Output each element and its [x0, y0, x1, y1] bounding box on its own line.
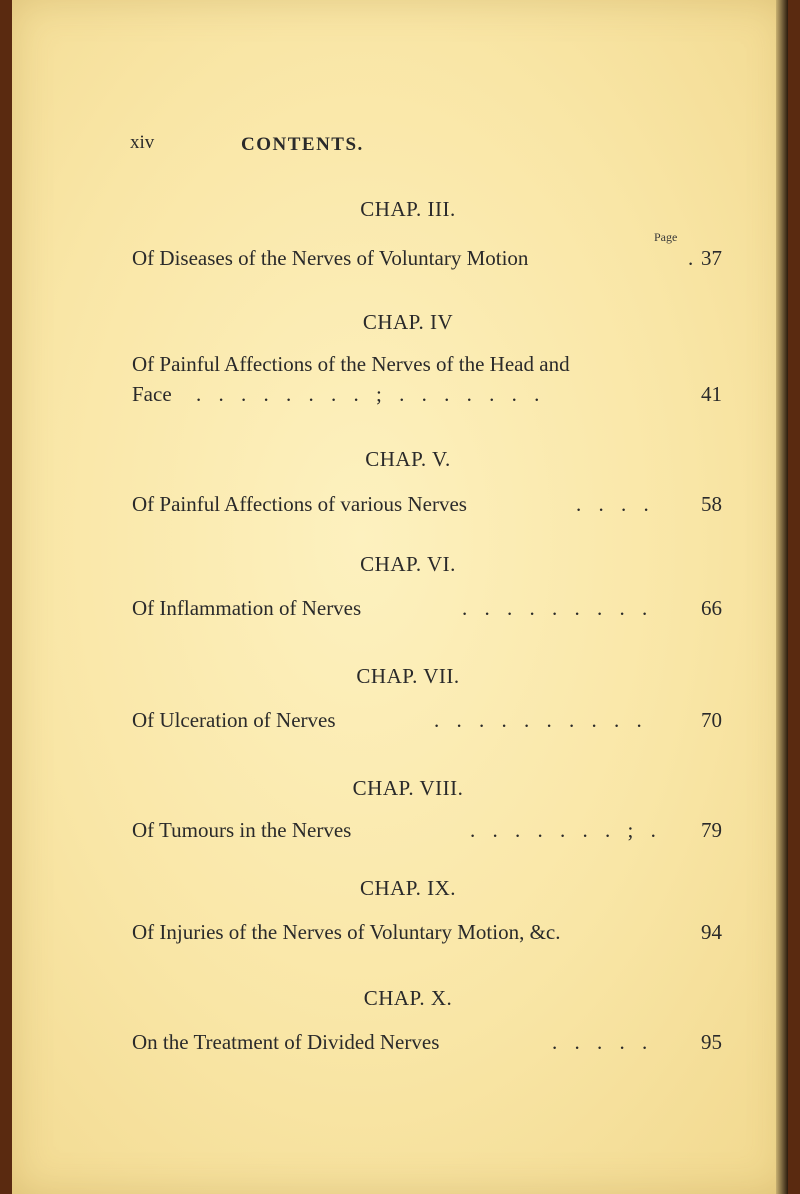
chapter-heading-10: CHAP. X. [363, 986, 453, 1010]
toc-entry-8[interactable] [132, 818, 722, 848]
entry-title: On the Treatment of Divided Nerves [132, 1030, 440, 1054]
page-header [130, 127, 550, 163]
chapter-heading-7: CHAP. VII. [356, 664, 460, 688]
toc-entry-9[interactable] [132, 920, 722, 950]
entry-title: Of Injuries of the Nerves of Voluntary Motion, &c. [132, 920, 561, 944]
entry-page: 95 [701, 1030, 722, 1054]
entry-title: Of Ulceration of Nerves [132, 708, 336, 732]
entry-page: 37 [701, 246, 722, 270]
entry-title-continued: Face [132, 382, 172, 406]
page-edge-shadow [776, 0, 788, 1194]
chapter-heading-8: CHAP. VIII. [352, 776, 464, 800]
chapter-heading-3: CHAP. III. [360, 197, 456, 221]
entry-page: 94 [701, 920, 722, 944]
entry-page: 70 [701, 708, 722, 732]
entry-title: Of Painful Affections of the Nerves of the Head and [132, 352, 570, 376]
entry-leader: . . . . . . . . . [462, 596, 654, 620]
chapter-heading-4: CHAP. IV [362, 310, 454, 334]
toc-entry-4-line2[interactable] [132, 382, 722, 412]
entry-leader: . . . . [576, 492, 655, 516]
page-column-label: Page [654, 230, 678, 244]
entry-title: Of Tumours in the Nerves [132, 818, 352, 842]
chapter-heading-6: CHAP. VI. [360, 552, 456, 576]
entry-page: 41 [701, 382, 722, 406]
entry-leader: . . . . . . . . . . [434, 708, 648, 732]
toc-entry-7[interactable] [132, 708, 722, 738]
toc-entry-6[interactable] [132, 596, 722, 626]
entry-leader: . . . . . [552, 1030, 654, 1054]
entry-leader: . [688, 246, 700, 270]
chapter-heading-5: CHAP. V. [365, 447, 451, 471]
running-title: CONTENTS. [241, 134, 364, 155]
entry-leader: . . . . . . . ; . [470, 818, 662, 842]
entry-leader: . . . . . . . . ; . . . . . . . [196, 382, 546, 406]
toc-entry-10[interactable] [132, 1030, 722, 1060]
entry-page: 79 [701, 818, 722, 842]
entry-title: Of Diseases of the Nerves of Voluntary Motion [132, 246, 529, 270]
entry-page: 58 [701, 492, 722, 516]
toc-entry-5[interactable] [132, 492, 722, 522]
book-page [12, 0, 788, 1194]
entry-title: Of Painful Affections of various Nerves [132, 492, 467, 516]
chapter-heading-9: CHAP. IX. [359, 876, 457, 900]
entry-page: 66 [701, 596, 722, 620]
toc-entry-3[interactable] [132, 246, 722, 276]
folio-number: xiv [130, 132, 155, 153]
toc-entry-4-line1[interactable] [132, 352, 722, 382]
entry-title: Of Inflammation of Nerves [132, 596, 362, 620]
